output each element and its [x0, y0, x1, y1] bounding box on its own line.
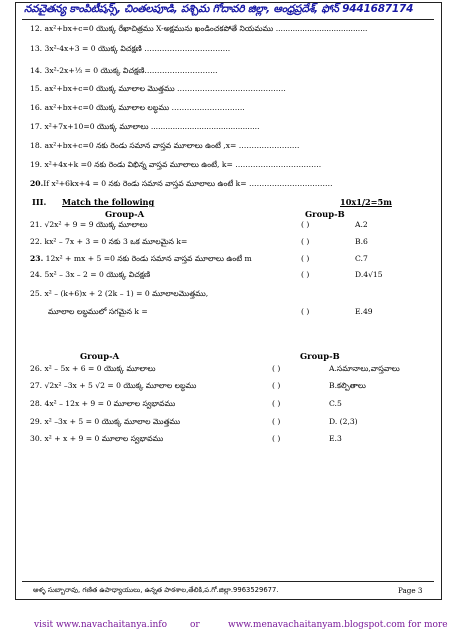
match-29: 29. x² –3x + 5 = 0 యొక్క మూలాల మొత్తము [30, 417, 181, 426]
question-19: 19. x²+4x+k =0 నకు రెండు విభిన్న వాస్తవ మూలాలు ఉంటే, k= ……………………………. [30, 160, 322, 169]
match-27: 27. √2x² –3x + 5 √2 = 0 యొక్క మూలాల లబ్ధము [30, 381, 197, 390]
footer-author: అళ్ళ సుబ్బారావు, గణిత ఉపాధ్యాయులు, ఉన్నత పాఠశాల,తేలికి,ప.గో.జిల్లా.9963529677. [33, 586, 279, 594]
group-a-heading-2: Group-A [80, 351, 120, 361]
answer-blank: ( ) [301, 307, 310, 316]
section-title: Match the following [62, 197, 155, 207]
section-roman: III. [32, 197, 47, 207]
answer-blank: ( ) [272, 381, 281, 390]
visit-or: or [190, 620, 200, 630]
visit-link-2[interactable]: www.menavachaitanyam.blogspot.com for more [228, 620, 448, 630]
question-15: 15. ax²+bx+c=0 యొక్క మూలాల మొత్తము ……………………………………. [30, 84, 286, 93]
option-a: A.సమానాలు,వాస్తవాలు [329, 364, 400, 373]
answer-blank: ( ) [272, 417, 281, 426]
question-13: 13. 3x²-4x+3 = 0 యొక్క విచక్షణి ……………………………. [30, 44, 231, 53]
match-22: 22. kx² – 7x + 3 = 0 నకు 3 ఒక మూలమైన k= [30, 237, 188, 246]
match-25: 25. x² – (k+6)x + 2 (2k – 1) = 0 మూలాలమొత్తము, [30, 289, 209, 298]
option-d: D.4√15 [355, 270, 383, 279]
option-c: C.7 [355, 254, 368, 263]
answer-blank: ( ) [301, 220, 310, 229]
section-marks: 10x1/2=5m [340, 197, 392, 207]
answer-blank: ( ) [272, 364, 281, 373]
question-18: 18. ax²+bx+c=0 నకు రెండు సమాన వాస్తవ మూలాలు ఉంటే ,x= …………………… [30, 141, 300, 150]
option-e: E.49 [355, 307, 373, 316]
option-d: D. (2,3) [329, 417, 358, 426]
answer-blank: ( ) [301, 237, 310, 246]
match-30: 30. x² + x + 9 = 0 మూలాల స్వభావము [30, 434, 164, 443]
answer-blank: ( ) [301, 254, 310, 263]
match-21: 21. √2x² + 9 = 9 యొక్క మూలాలు [30, 220, 148, 229]
answer-blank: ( ) [301, 270, 310, 279]
match-26: 26. x² – 5x + 6 = 0 యొక్క మూలాలు [30, 364, 156, 373]
group-b-heading: Group-B [305, 209, 345, 219]
page-header: నవచైతన్య కాంపిటీషన్స్, చింతలపూడి, పశ్చిమ గోదావరి జిల్లా, ఆంధ్రప్రదేశ్, ఫోన్ 9441687174 [24, 3, 414, 15]
match-23: 23. 12x² + mx + 5 =0 నకు రెండు సమాన వాస్తవ మూలాలు ఉంటే m [30, 254, 252, 263]
question-14: 14. 3x²-2x+⅓ = 0 యొక్క విచక్షణి……………………….. [30, 66, 218, 75]
match-25-cont: మూలాల లబ్ధములో సగమైన k = [48, 307, 148, 316]
answer-blank: ( ) [272, 434, 281, 443]
option-b: B.కల్పితాలు [329, 381, 366, 390]
header-divider [22, 19, 434, 20]
option-b: B.6 [355, 237, 368, 246]
question-17: 17. x²+7x+10=0 యొక్క మూలాలు ............................................. [30, 122, 260, 131]
match-24: 24. 5x² – 3x – 2 = 0 యొక్క విచక్షణి [30, 270, 151, 279]
option-e: E.3 [329, 434, 342, 443]
group-b-heading-2: Group-B [300, 351, 340, 361]
group-a-heading: Group-A [105, 209, 145, 219]
option-c: C.5 [329, 399, 342, 408]
answer-blank: ( ) [272, 399, 281, 408]
question-16: 16. ax²+bx+c=0 యొక్క మూలాల లబ్ధము ……………………….. [30, 103, 245, 112]
question-20: 20.If x²+6kx+4 = 0 నకు రెండు సమాన వాస్తవ మూలాలు ఉంటే k= …………………………… [30, 179, 333, 188]
match-28: 28. 4x² – 12x + 9 = 0 మూలాల స్వభావము [30, 399, 176, 408]
footer-divider [22, 581, 434, 582]
question-12: 12. ax²+bx+c=0 యొక్క రేఖాచిత్రము X-అక్షమును ఖండించకపోతే నియమము ...................................... [30, 24, 368, 33]
option-a: A.2 [355, 220, 368, 229]
visit-link-1[interactable]: visit www.navachaitanya.info [34, 620, 168, 630]
page-number: Page 3 [398, 586, 423, 595]
